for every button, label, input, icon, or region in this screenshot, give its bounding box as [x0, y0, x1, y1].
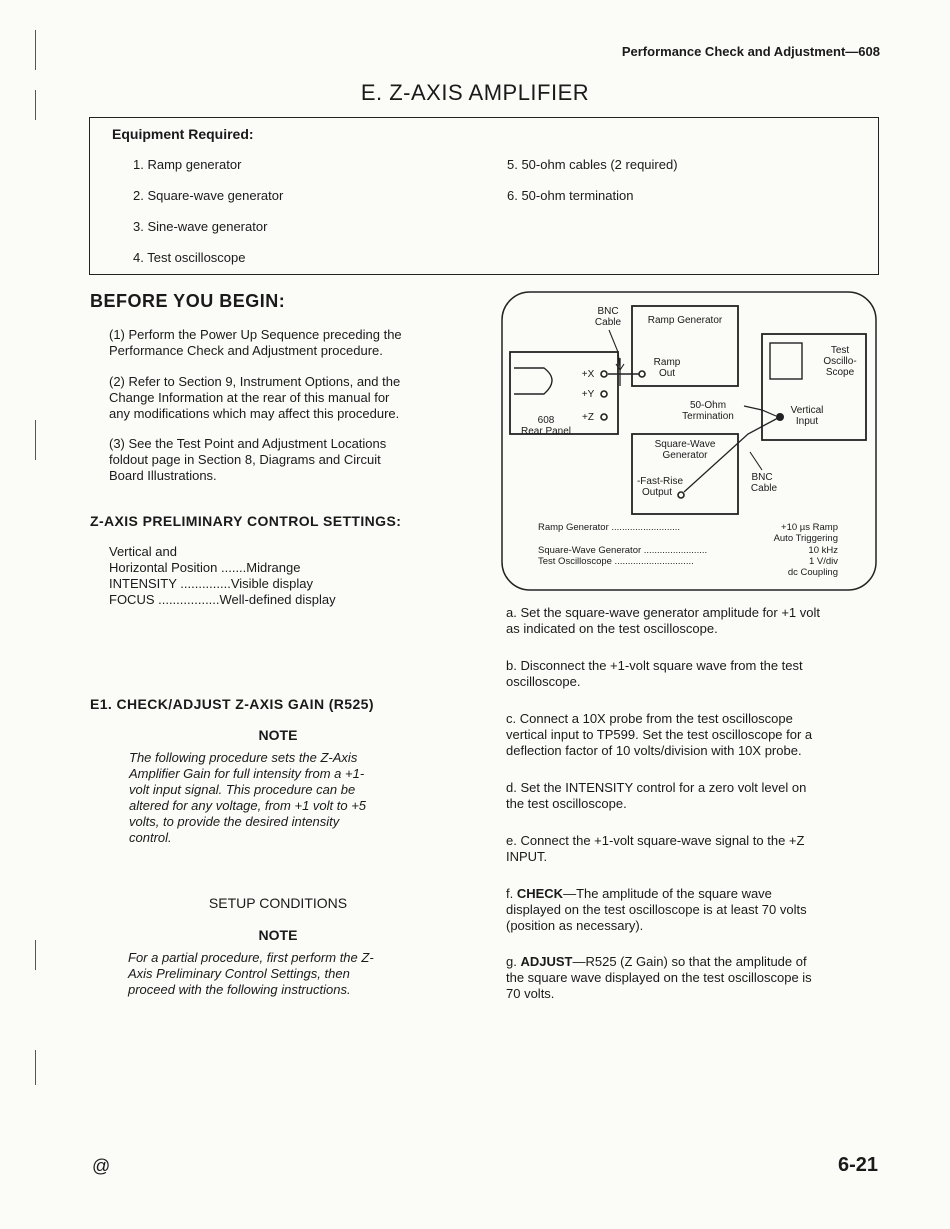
- test-scope-label: Oscillo-: [823, 356, 857, 367]
- diagram-setting-label: Test Oscilloscope ..............................: [538, 556, 694, 567]
- diagram-setting-value: 1 V/div: [808, 556, 838, 567]
- termination-label: Termination: [682, 411, 734, 422]
- step-b: [506, 658, 884, 690]
- setup-conditions-heading: SETUP CONDITIONS: [208, 895, 348, 911]
- y-input-label: +Y: [581, 389, 595, 400]
- diagram-setting-value: dc Coupling: [787, 567, 838, 578]
- before-paragraph-1: [109, 327, 402, 359]
- text-line: any modifications which may affect this procedure.: [109, 406, 400, 421]
- step-e: [506, 833, 884, 865]
- text-line: INPUT.: [506, 849, 548, 864]
- step-f: [506, 886, 884, 934]
- rear-panel-cutout: [514, 368, 552, 394]
- prelim-settings: [109, 544, 336, 608]
- equipment-item: 3. Sine-wave generator: [133, 219, 268, 234]
- text-line: altered for any voltage, from +1 volt to +5: [129, 798, 367, 813]
- note-heading: NOTE: [258, 727, 298, 743]
- text-line: For a partial procedure, first perform the Z-: [128, 950, 374, 965]
- text-line: as indicated on the test oscilloscope.: [506, 621, 718, 636]
- step-c: [506, 711, 884, 759]
- text-line: oscilloscope.: [506, 674, 581, 689]
- text-line: (3) See the Test Point and Adjustment Locations: [109, 436, 387, 451]
- text-line: Amplifier Gain for full intensity from a +1-: [129, 766, 365, 781]
- text-line: Change Information at the rear of this manual for: [109, 390, 390, 405]
- diagram-setting-label: Ramp Generator ..........................: [538, 522, 681, 533]
- termination-label: 50-Ohm: [689, 400, 727, 411]
- margin-mark: [35, 940, 36, 970]
- margin-mark: [35, 30, 36, 70]
- text-line: d. Set the INTENSITY control for a zero volt level on: [506, 780, 807, 795]
- rear-panel-label: Rear Panel: [520, 426, 572, 437]
- scope-screen: [770, 343, 802, 379]
- margin-mark: [35, 1050, 36, 1085]
- text-line: foldout page in Section 8, Diagrams and Circuit: [109, 452, 381, 467]
- equipment-item: 4. Test oscilloscope: [133, 250, 246, 265]
- before-paragraph-3: [109, 436, 386, 484]
- rear-panel-label: 608: [537, 415, 555, 426]
- z-input-label: +Z: [582, 412, 594, 423]
- text-line: control.: [129, 830, 172, 845]
- text-line: Performance Check and Adjustment procedure.: [109, 343, 383, 358]
- text-line: [506, 954, 884, 970]
- step-text: —The amplitude of the square wave: [563, 886, 772, 901]
- x-input-label: +X: [581, 369, 595, 380]
- setup-diagram: [500, 290, 878, 592]
- text-line: a. Set the square-wave generator amplitude for +1 volt: [506, 605, 820, 620]
- text-line: (2) Refer to Section 9, Instrument Options, and the: [109, 374, 401, 389]
- note-text-1: [129, 750, 366, 846]
- page-number: 6-21: [837, 1154, 878, 1176]
- check-keyword: CHECK: [516, 886, 564, 901]
- step-text: —R525 (Z Gain) so that the amplitude of: [572, 954, 807, 969]
- setting-row: INTENSITY ..............Visible display: [109, 576, 313, 591]
- prelim-heading: Z-AXIS PRELIMINARY CONTROL SETTINGS:: [90, 513, 402, 529]
- text-line: vertical input to TP599. Set the test oscilloscope for a: [506, 727, 813, 742]
- text-line: the test oscilloscope.: [506, 796, 627, 811]
- text-line: displayed on the test oscilloscope is at least 70 volts: [506, 902, 807, 917]
- text-line: volt input signal. This procedure can be: [129, 782, 356, 797]
- equipment-item: 6. 50-ohm termination: [507, 188, 634, 203]
- footer-mark: @: [92, 1156, 111, 1176]
- setting-row: Vertical and: [109, 544, 177, 559]
- e1-heading: E1. CHECK/ADJUST Z-AXIS GAIN (R525): [90, 696, 374, 712]
- text-line: e. Connect the +1-volt square-wave signal to the +Z: [506, 833, 805, 848]
- termination-pointer: [744, 406, 776, 416]
- test-scope-label: Test: [830, 345, 850, 356]
- setup-diagram-svg: [500, 290, 878, 592]
- diagram-setting-value: +10 µs Ramp: [781, 522, 838, 533]
- step-g: [506, 954, 884, 1002]
- z-input-connector: [601, 414, 607, 420]
- step-a: [506, 605, 884, 637]
- setting-row: FOCUS .................Well-defined display: [109, 592, 336, 607]
- note-text-2: [128, 950, 374, 998]
- step-letter: f.: [506, 886, 517, 901]
- fast-rise-connector: [678, 492, 684, 498]
- fast-rise-label: -Fast-Rise: [636, 476, 684, 487]
- note-heading: NOTE: [258, 927, 298, 943]
- bnc-cable-label: BNC: [751, 472, 773, 483]
- ramp-generator-label: Ramp Generator: [647, 315, 723, 326]
- diagram-setting-label: Square-Wave Generator ........................: [538, 545, 708, 556]
- text-line: 70 volts.: [506, 986, 555, 1001]
- text-line: the square wave displayed on the test oscilloscope is: [506, 970, 812, 985]
- vertical-input-connector: [776, 413, 784, 421]
- test-scope-label: Scope: [825, 367, 855, 378]
- text-line: [506, 886, 884, 902]
- text-line: c. Connect a 10X probe from the test oscilloscope: [506, 711, 793, 726]
- bnc-cable-label: Cable: [750, 483, 778, 494]
- setting-row: Horizontal Position .......Midrange: [109, 560, 301, 575]
- x-input-connector: [601, 371, 607, 377]
- bnc-cable-label: Cable: [594, 317, 622, 328]
- before-heading: BEFORE YOU BEGIN:: [90, 291, 286, 311]
- adjust-keyword: ADJUST: [520, 954, 573, 969]
- before-paragraph-2: [109, 374, 400, 422]
- ramp-out-label: Out: [658, 368, 676, 379]
- text-line: Board Illustrations.: [109, 468, 217, 483]
- vertical-input-label: Input: [795, 416, 819, 427]
- bnc-cable-label: BNC: [597, 306, 619, 317]
- margin-mark: [35, 420, 36, 460]
- equipment-heading: Equipment Required:: [112, 126, 254, 142]
- diagram-setting-value: Auto Triggering: [773, 533, 838, 544]
- text-line: (1) Perform the Power Up Sequence preceding the: [109, 327, 402, 342]
- text-line: (position as necessary).: [506, 918, 644, 933]
- square-gen-label: Square-Wave: [654, 439, 716, 450]
- square-gen-label: Generator: [662, 450, 708, 461]
- text-line: Axis Preliminary Control Settings, then: [128, 966, 350, 981]
- diagram-setting-value: 10 kHz: [808, 545, 838, 556]
- section-title: E. Z-AXIS AMPLIFIER: [360, 80, 590, 105]
- step-letter: g.: [506, 954, 521, 969]
- ramp-out-connector: [639, 371, 645, 377]
- text-line: volts, to provide the desired intensity: [129, 814, 340, 829]
- vertical-input-label: Vertical: [790, 405, 824, 416]
- equipment-item: 1. Ramp generator: [133, 157, 242, 172]
- fast-rise-label: Output: [641, 487, 673, 498]
- text-line: proceed with the following instructions.: [128, 982, 351, 997]
- ramp-out-label: Ramp: [653, 357, 681, 368]
- text-line: b. Disconnect the +1-volt square wave from the test: [506, 658, 803, 673]
- running-head: Performance Check and Adjustment—608: [621, 44, 880, 59]
- y-input-connector: [601, 391, 607, 397]
- text-line: The following procedure sets the Z-Axis: [129, 750, 358, 765]
- bnc-pointer-bottom: [750, 452, 762, 470]
- step-d: [506, 780, 884, 812]
- equipment-item: 2. Square-wave generator: [133, 188, 284, 203]
- equipment-item: 5. 50-ohm cables (2 required): [507, 157, 678, 172]
- text-line: deflection factor of 10 volts/division with 10X probe.: [506, 743, 802, 758]
